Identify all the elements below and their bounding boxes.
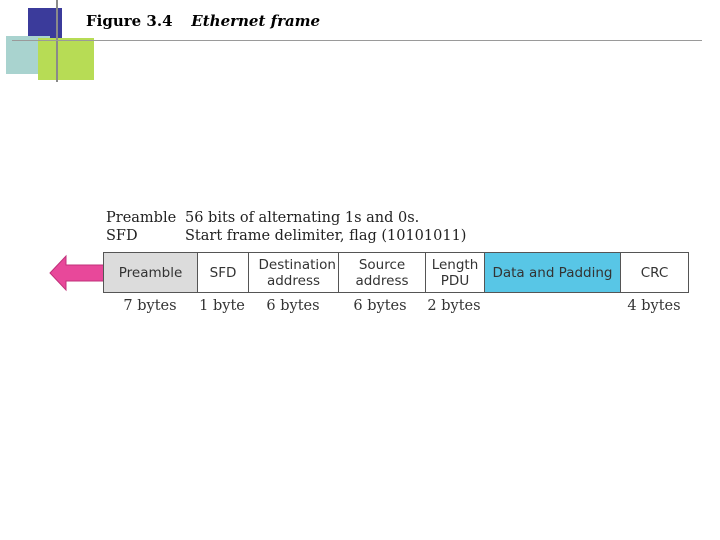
size-crc: 4 bytes — [627, 298, 681, 314]
size-length-pdu: 2 bytes — [427, 298, 481, 314]
field-crc: CRC — [621, 253, 688, 292]
transmission-direction-arrow-icon — [48, 252, 106, 294]
legend-sfd-abbr: SFD — [106, 228, 138, 244]
legend-sfd — [106, 228, 466, 246]
size-preamble: 7 bytes — [123, 298, 177, 314]
field-sfd: SFD — [198, 253, 249, 292]
field-data-and-padding: Data and Padding — [485, 253, 621, 292]
field-source-address-label: Source address — [355, 256, 409, 289]
ethernet-frame — [103, 252, 689, 293]
decorative-green-square — [38, 38, 94, 80]
legend-sfd-desc: Start frame delimiter, flag (10101011) — [185, 228, 467, 244]
field-length-pdu — [426, 253, 485, 292]
legend-preamble-abbr: Preamble — [106, 210, 177, 226]
size-sfd: 1 byte — [199, 298, 245, 314]
slide-title — [86, 12, 320, 30]
title-underline — [12, 40, 702, 41]
field-destination-address — [249, 253, 339, 292]
figure-name: Ethernet frame — [191, 12, 321, 30]
figure-label: Figure 3.4 — [86, 12, 173, 30]
legend-preamble — [106, 210, 466, 228]
size-source-address: 6 bytes — [353, 298, 407, 314]
decorative-vertical-line — [56, 0, 58, 82]
field-length-pdu-label: Length PDU — [431, 256, 479, 289]
legend-preamble-desc: 56 bits of alternating 1s and 0s. — [185, 210, 420, 226]
field-preamble: Preamble — [104, 253, 198, 292]
field-destination-address-label: Destination address — [258, 256, 336, 289]
size-destination-address: 6 bytes — [266, 298, 320, 314]
field-source-address — [339, 253, 426, 292]
